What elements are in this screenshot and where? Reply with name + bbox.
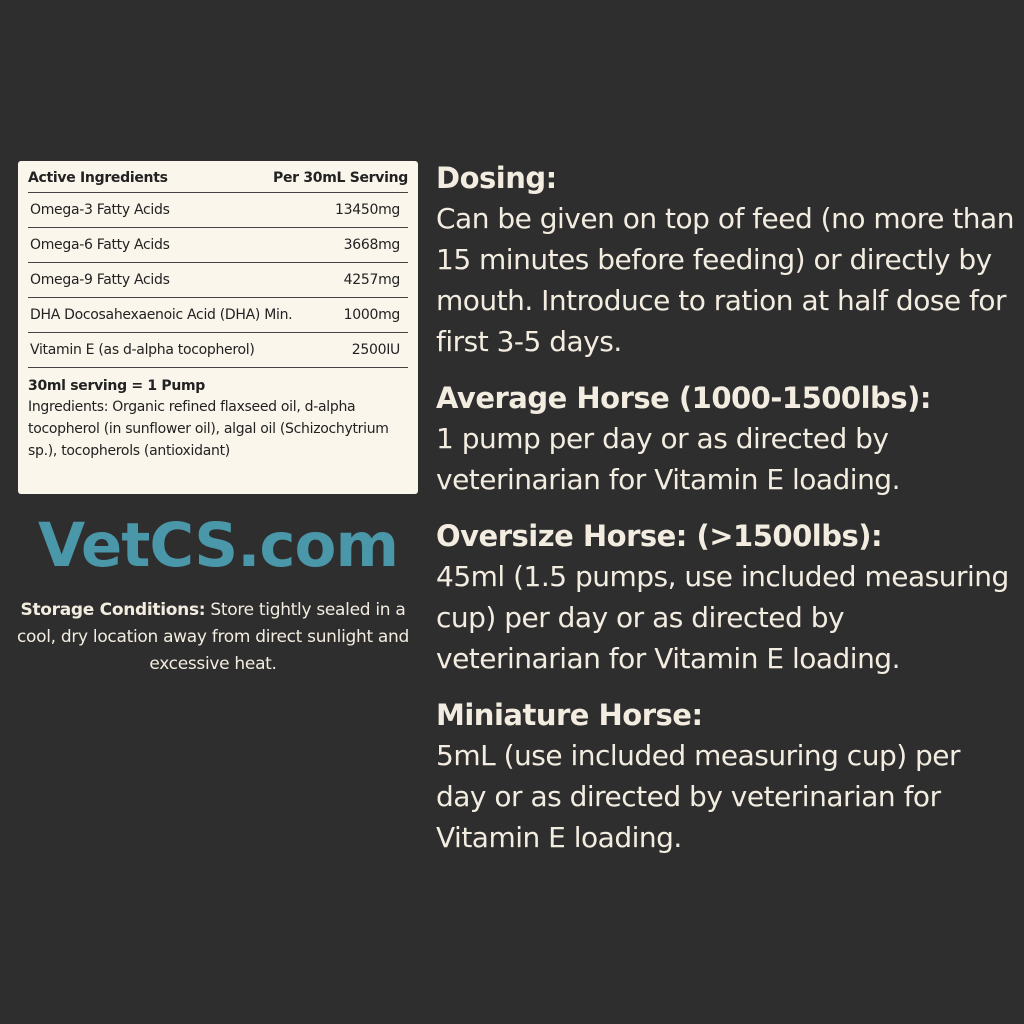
nutrient-name: Omega-6 Fatty Acids [30,237,170,253]
nutrient-row [28,333,408,368]
nutrient-name: Omega-3 Fatty Acids [30,202,170,218]
dosing-section [436,158,1016,874]
brand-logo-text: VetCS.com [37,510,399,581]
miniature-horse-text: 5mL (use included measuring cup) per day or as directed by veterinarian for Vitamin E loading. [436,739,961,854]
nutrient-value: 1000mg [343,307,400,323]
nutrient-value: 13450mg [335,202,400,218]
panel-header [28,170,408,193]
nutrient-name: DHA Docosahexaenoic Acid (DHA) Min. [30,307,293,323]
average-horse-heading: Average Horse (1000-1500lbs): [436,381,931,415]
nutrient-name: Omega-9 Fatty Acids [30,272,170,288]
oversize-horse-heading: Oversize Horse: (>1500lbs): [436,519,883,553]
storage-conditions [5,597,421,678]
miniature-horse-heading: Miniature Horse: [436,698,703,732]
storage-label: Storage Conditions: [20,600,206,620]
dosing-text: Can be given on top of feed (no more than 15 minutes before feeding) or directly by mouth. Introduce to ration at half dose for first 3-5 days. [436,202,1014,358]
nutrient-name: Vitamin E (as d-alpha tocopherol) [30,342,255,358]
dosing-heading: Dosing: [436,161,557,195]
nutrient-row [28,228,408,263]
oversize-horse-text: 45ml (1.5 pumps, use included measuring cup) per day or as directed by veterinarian for Vitamin E loading. [436,560,1009,675]
supplement-facts-panel [18,161,418,494]
nutrient-value: 4257mg [343,272,400,288]
nutrient-row [28,193,408,228]
nutrient-row [28,298,408,333]
nutrient-value: 2500IU [351,342,400,358]
nutrient-row [28,263,408,298]
nutrient-value: 3668mg [343,237,400,253]
average-horse-text: 1 pump per day or as directed by veterinarian for Vitamin E loading. [436,422,900,496]
ingredients-list: Ingredients: Organic refined flaxseed oil, d-alpha tocopherol (in sunflower oil), algal oil (Schizochytrium sp.), tocopherols (antioxidant) [28,399,389,459]
header-active-ingredients: Active Ingredients [28,170,168,186]
storage-text: Store tightly sealed in a cool, dry location away from direct sunlight and excessive heat. [16,600,410,674]
serving-size: 30ml serving = 1 Pump [28,378,206,394]
header-per-serving: Per 30mL Serving [273,170,408,186]
